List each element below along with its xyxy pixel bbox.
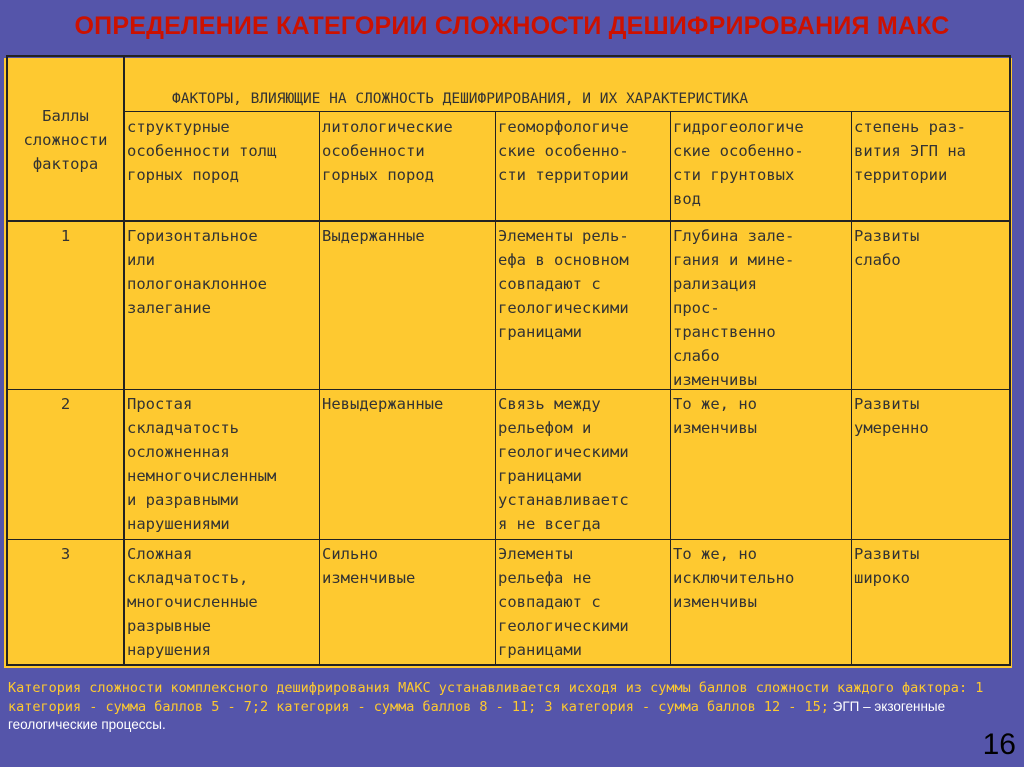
- row-3-structural: Сложная складчатость, многочисленные разрывные нарушения: [127, 545, 258, 659]
- row-3-hydrogeological: То же, но исключительно изменчивы: [673, 545, 795, 611]
- row-1-score: 1: [60, 227, 71, 245]
- row-2-lithological: Невыдержанные: [322, 395, 444, 413]
- row-line-3: [6, 539, 1011, 540]
- column-header-geomorphological: геоморфологиче ские особенно- сти территории: [498, 118, 629, 184]
- row-3-egp: Развиты широко: [854, 545, 920, 587]
- table-border-right: [1009, 55, 1011, 666]
- column-header-structural: структурные особенности толщ горных пород: [127, 118, 277, 184]
- row-1-lithological: Выдержанные: [322, 227, 425, 245]
- row-line-2: [6, 389, 1011, 390]
- row-1-hydrogeological: Глубина зале- гания и мине- рализация прос- транственно слабо изменчивы: [673, 227, 795, 389]
- column-header-lithological: литологические особенности горных пород: [322, 118, 453, 184]
- column-header-egp: степень раз- вития ЭГП на территории: [854, 118, 966, 184]
- group-header-line: [123, 111, 1011, 112]
- row-3-lithological: Сильно изменчивые: [322, 545, 416, 587]
- row-1-geomorphological: Элементы рель- ефа в основном совпадают с геологическими границами: [498, 227, 629, 341]
- row-3-geomorphological: Элементы рельефа не совпадают с геологическими границами: [498, 545, 629, 659]
- table-vline-0: [123, 55, 125, 666]
- row-2-score: 2: [60, 395, 71, 413]
- group-header: ФАКТОРЫ, ВЛИЯЮЩИЕ НА СЛОЖНОСТЬ ДЕШИФРИРОВАНИЯ, И ИХ ХАРАКТЕРИСТИКА: [172, 91, 749, 107]
- page-number: 16: [982, 728, 1016, 761]
- row-2-structural: Простая складчатость осложненная немногочисленным и разравными нарушениями: [127, 395, 277, 533]
- row-1-egp: Развиты слабо: [854, 227, 920, 269]
- slide-title: ОПРЕДЕЛЕНИЕ КАТЕГОРИИ СЛОЖНОСТИ ДЕШИФРИРОВАНИЯ МАКС: [74, 12, 950, 40]
- row-2-geomorphological: Связь между рельефом и геологическими границами устанавливаетс я не всегда: [498, 395, 629, 533]
- footnote-categories: Категория сложности комплексного дешифрирования МАКС устанавливается исходя из суммы баллов сложности каждого фактора: 1 категория - сумма баллов 5 - 7;2 категория - сумма баллов 8 - 11; 3 категория - сумма баллов 12 - 15;: [8, 680, 984, 715]
- row-1-structural: Горизонтальное или пологонаклонное залегание: [127, 227, 267, 317]
- corner-header: Баллы сложности фактора: [23, 107, 108, 173]
- right-border: [1012, 58, 1024, 670]
- table-border-top: [6, 55, 1011, 57]
- row-2-egp: Развиты умеренно: [854, 395, 929, 437]
- row-3-score: 3: [60, 545, 71, 563]
- footnote: [8, 680, 998, 735]
- row-line-1: [6, 220, 1011, 222]
- table-border-bottom: [6, 664, 1011, 666]
- column-header-hydrogeological: гидрогеологиче ские особенно- сти грунтовых вод: [673, 118, 804, 208]
- row-2-hydrogeological: То же, но изменчивы: [673, 395, 757, 437]
- footnote-egp: ЭГП – экзогенные геологические процессы.: [8, 698, 946, 732]
- left-border: [0, 58, 4, 670]
